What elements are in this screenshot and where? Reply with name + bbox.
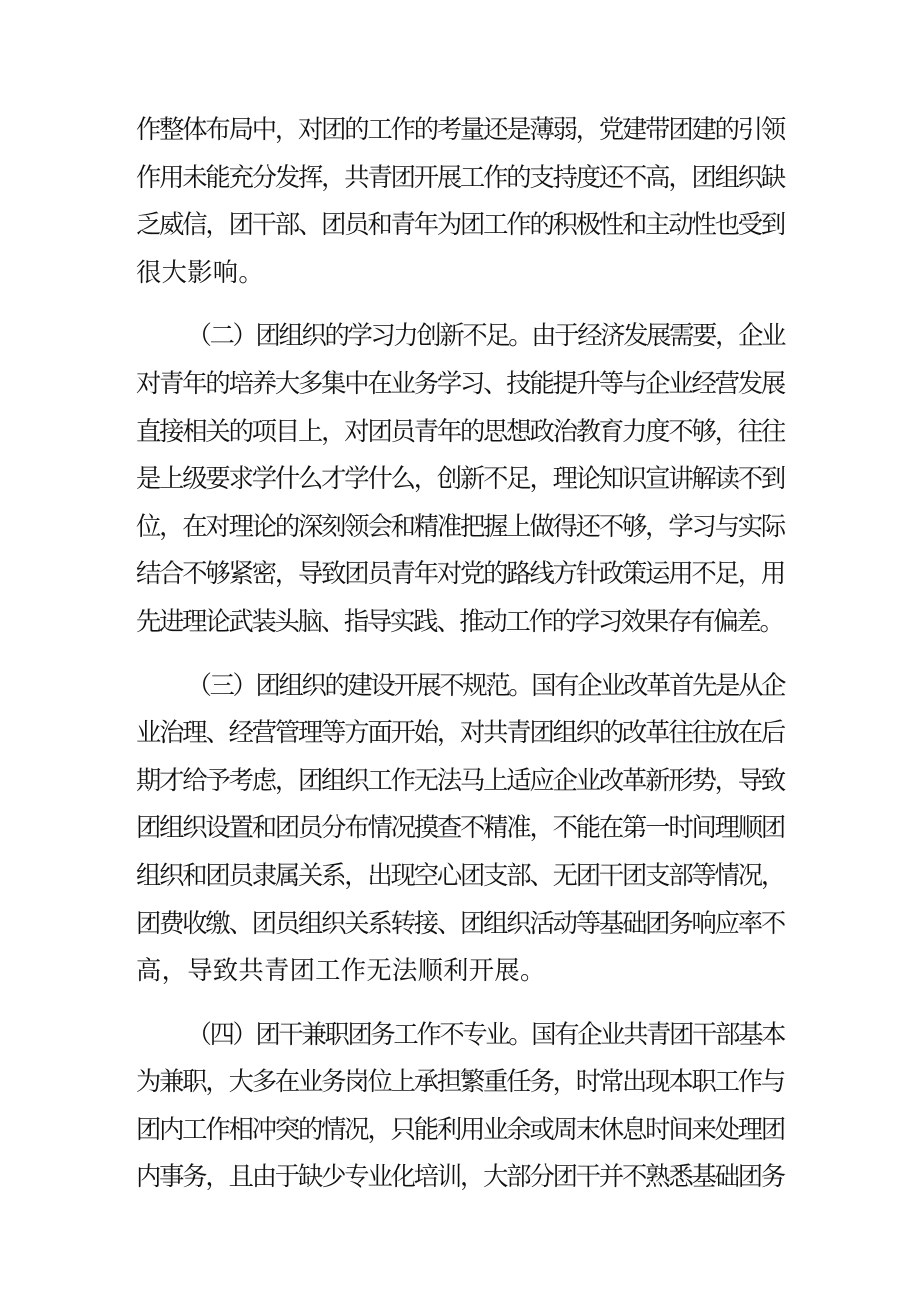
text-line: 高，导致共青团工作无法顺利开展。 — [136, 956, 546, 986]
text-line: 很大影响。 — [136, 257, 264, 287]
text-line: 团内工作相冲突的情况，只能利用业余或周末休息时间来处理团 — [136, 1114, 784, 1144]
text-line: （三）团组织的建设开展不规范。国有企业改革首先是从企 — [186, 670, 784, 700]
text-line: 先进理论武装头脑、指导实践、推动工作的学习效果存有偏差。 — [136, 606, 783, 636]
text-line: 对青年的培养大多集中在业务学习、技能提升等与企业经营发展 — [136, 368, 784, 398]
text-line: 乏威信，团干部、团员和青年为团工作的积极性和主动性也受到 — [136, 210, 784, 240]
text-line: 作用未能充分发挥，共青团开展工作的支持度还不高，团组织缺 — [136, 162, 784, 192]
paragraph-4 — [136, 1011, 784, 1201]
text-line: 为兼职，大多在业务岗位上承担繁重任务，时常出现本职工作与 — [136, 1067, 784, 1097]
text-line: 作整体布局中，对团的工作的考量还是薄弱，党建带团建的引领 — [136, 115, 784, 144]
text-line: （四）团干兼职团务工作不专业。国有企业共青团干部基本 — [186, 1019, 784, 1049]
text-line: 是上级要求学什么才学什么，创新不足，理论知识宣讲解读不到 — [136, 464, 784, 494]
paragraph-1 — [136, 106, 784, 296]
text-line: 直接相关的项目上，对团员青年的思想政治教育力度不够，往往 — [136, 416, 784, 446]
text-line: （二）团组织的学习力创新不足。由于经济发展需要，企业 — [186, 321, 784, 351]
paragraph-2 — [136, 312, 784, 645]
text-line: 团组织设置和团员分布情况摸查不精准，不能在第一时间理顺团 — [136, 813, 784, 843]
paragraph-3 — [136, 662, 784, 995]
text-line: 业治理、经营管理等方面开始，对共青团组织的改革往往放在后 — [136, 718, 784, 748]
text-line: 结合不够紧密，导致团员青年对党的路线方针政策运用不足，用 — [136, 559, 784, 589]
text-line: 位，在对理论的深刻领会和精准把握上做得还不够，学习与实际 — [136, 511, 784, 541]
text-line: 期才给予考虑，团组织工作无法马上适应企业改革新形势，导致 — [136, 765, 784, 795]
document-body — [136, 106, 784, 1217]
text-line: 内事务，且由于缺少专业化培训，大部分团干并不熟悉基础团务 — [136, 1162, 784, 1192]
text-line: 组织和团员隶属关系，出现空心团支部、无团干团支部等情况， — [136, 860, 784, 890]
text-line: 团费收缴、团员组织关系转接、团组织活动等基础团务响应率不 — [136, 908, 784, 938]
